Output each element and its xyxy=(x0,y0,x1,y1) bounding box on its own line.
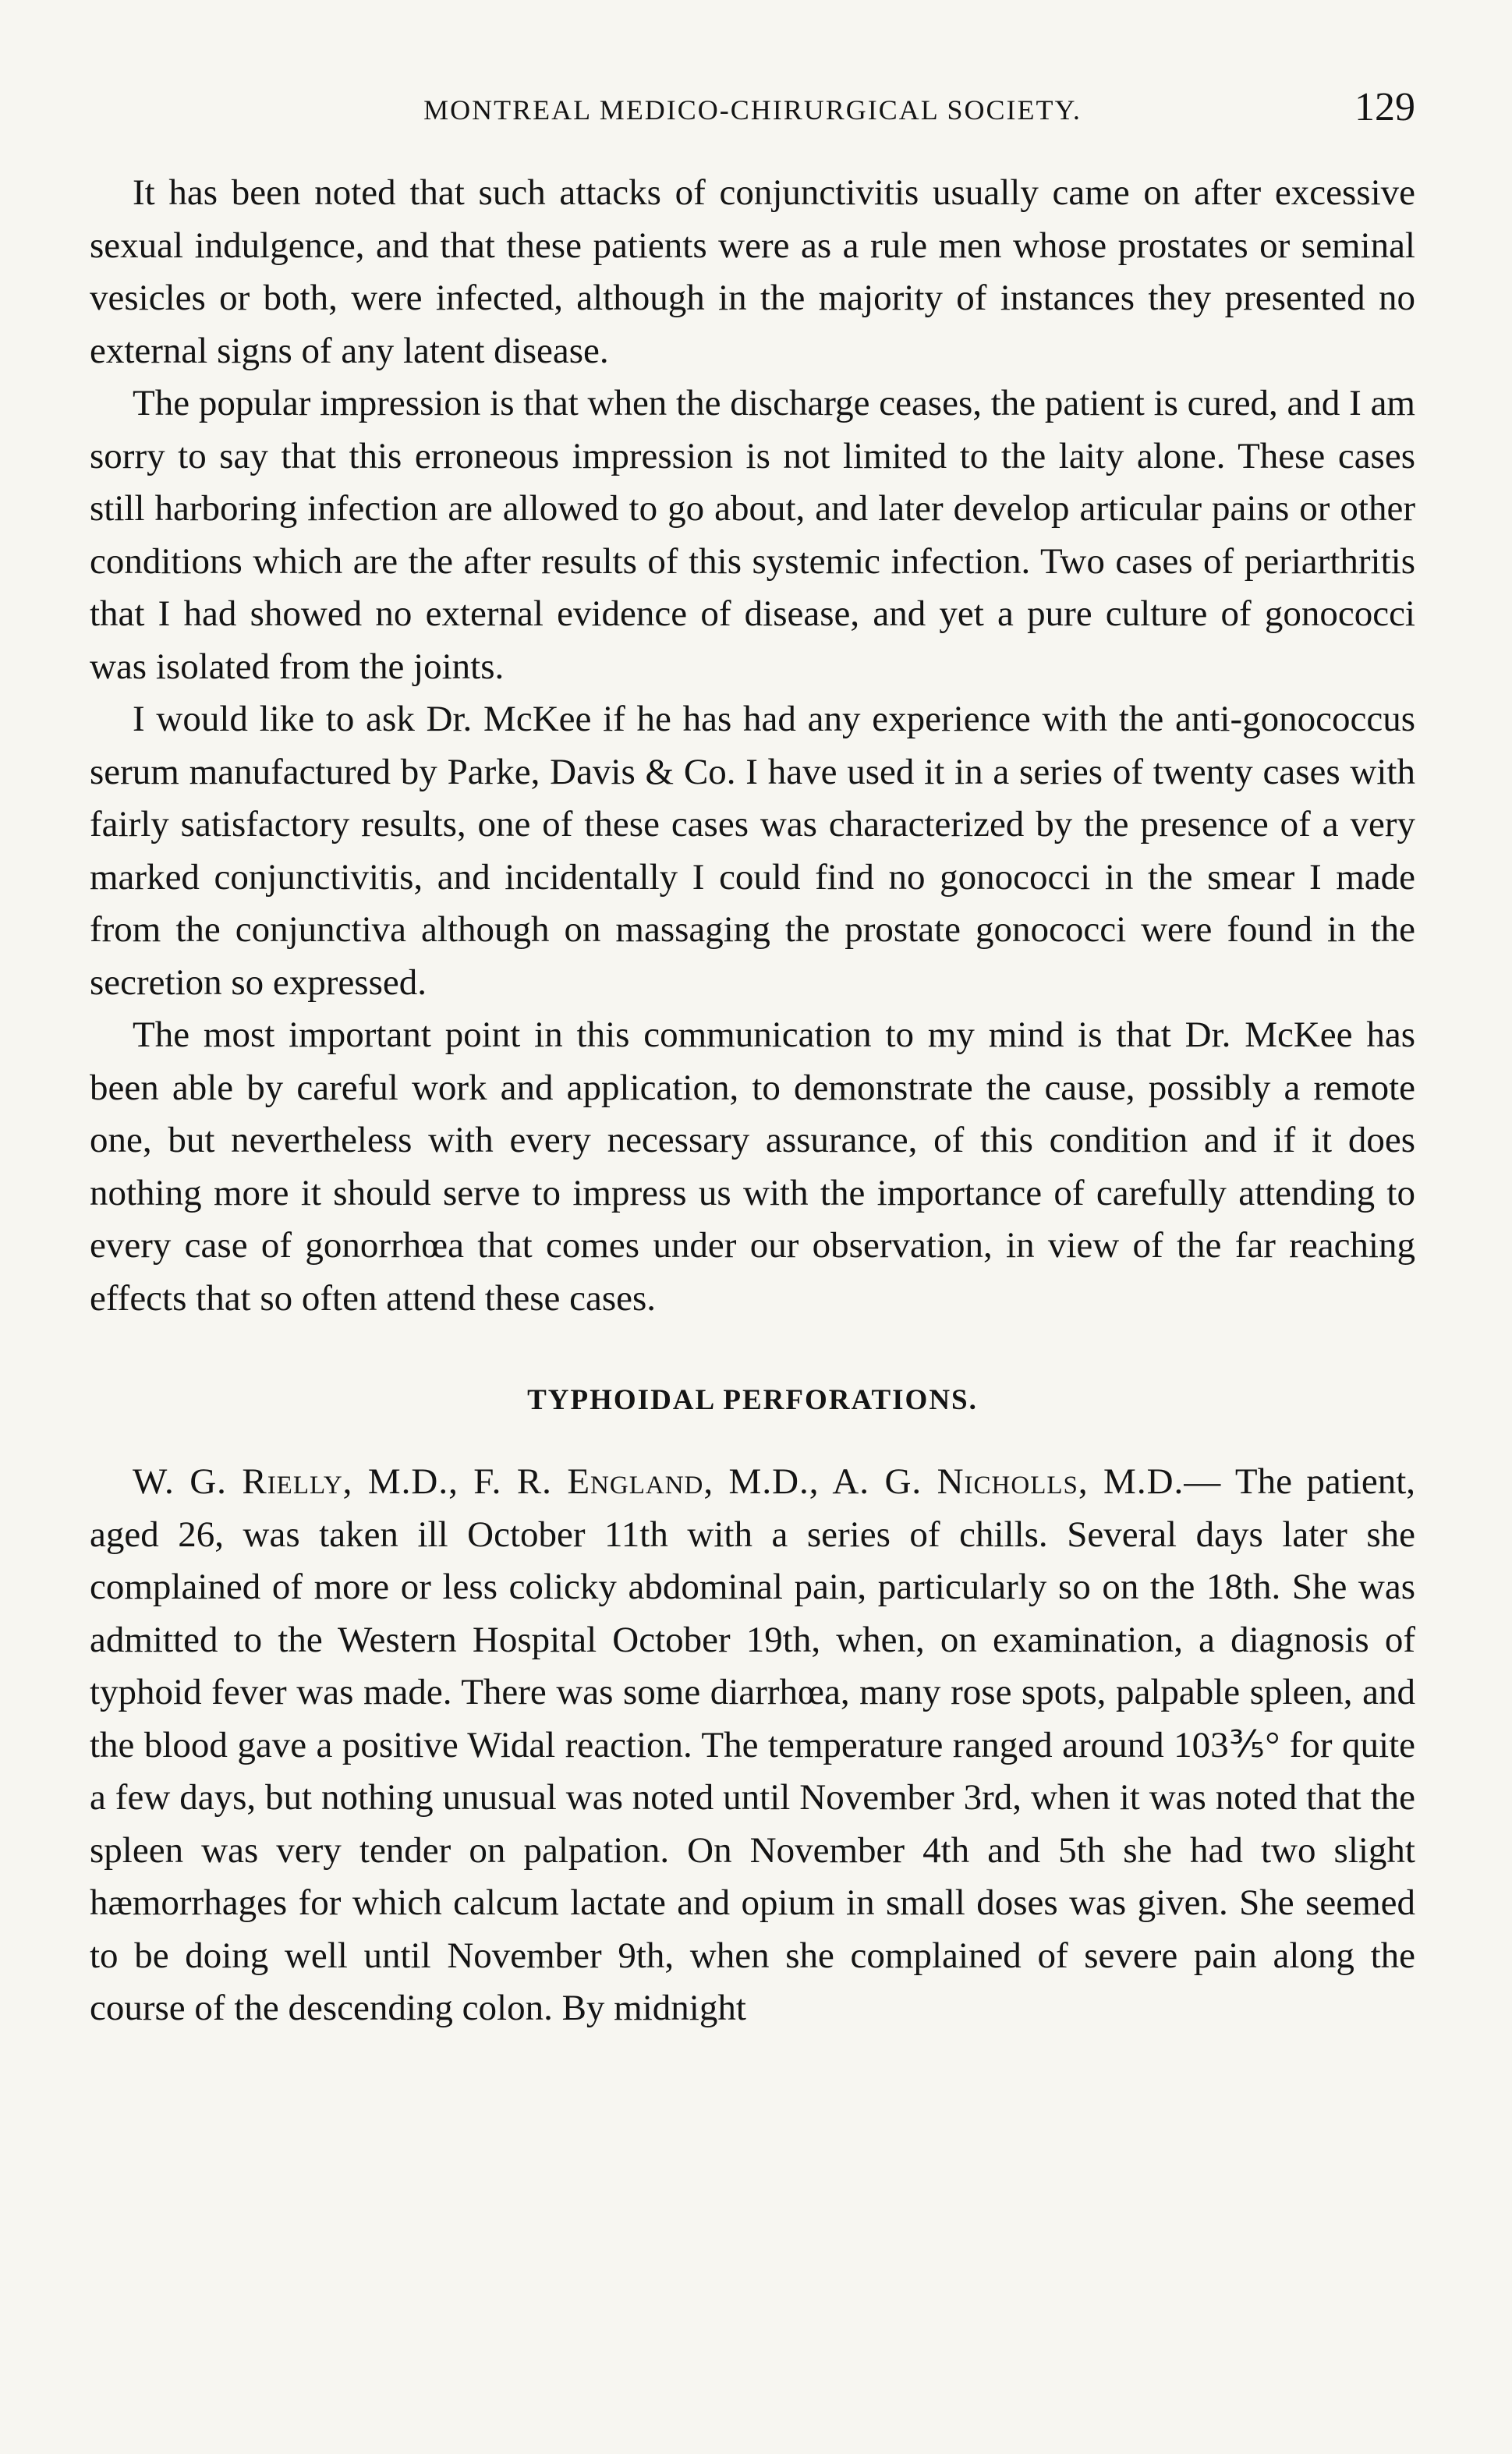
document-page xyxy=(90,75,1415,2035)
running-head xyxy=(90,75,1415,137)
section-heading: TYPHOIDAL PERFORATIONS. xyxy=(527,1384,978,1416)
running-title: MONTREAL MEDICO-CHIRURGICAL SOCIETY. xyxy=(423,94,1082,126)
case-report-text: The patient, aged 26, was taken ill October 11th with a series of chills. Several days later she complained of more or less colicky abdominal pain, particularly so on the 18th. She was admitted to the Western Hospital October 19th, when, on examination, a diagnosis of typhoid fever was made. There was some diarrhœa, many rose spots, palpable spleen, and the blood gave a positive Widal reaction. The temperature ranged around 103⅗° for quite a few days, but nothing unusual was noted until November 3rd, when it was noted that the spleen was very tender on palpation. On November 4th and 5th she had two slight hæmorrhages for which calcum lactate and opium in small doses was given. She seemed to be doing well until November 9th, when she complained of severe pain along the course of the descending colon. By midnight xyxy=(90,1461,1416,2028)
paragraph-serum-question: I would like to ask Dr. McKee if he has had any experience with the anti-gonococcus serum manufactured by Parke, Davis & Co. I have used it in a series of twenty cases with fairly satisfactory results, one of these cases was characterized by the presence of a very marked conjunctivitis, and incidentally I could find no gonococci in the smear I made from the conjunctiva although on massaging the prostate gonococci were found in the secretion so expressed. xyxy=(90,699,1415,1003)
section-authors: W. G. Rielly, M.D., F. R. England, M.D., A. G. Nicholls, M.D.— xyxy=(133,1461,1222,1502)
paragraph-conjunctivitis: It has been noted that such attacks of conjunctivitis usually came on after excessive sexual indulgence, and that these patients were as a rule men whose prostates or seminal vesicles or both, were infected, although in the majority of instances they presented no external signs of any latent disease. xyxy=(90,172,1415,371)
paragraph-case-report xyxy=(90,1456,1415,2035)
paragraph-important-point: The most important point in this communication to my mind is that Dr. McKee has been able by careful work and application, to demonstrate the cause, possibly a remote one, but nevertheless with every necessary assurance, of this condition and if it does nothing more it should serve to impress us with the importance of carefully attending to every case of gonorrhœa that comes under our observation, in view of the far reaching effects that so often attend these cases. xyxy=(90,1015,1415,1319)
page-number: 129 xyxy=(1354,85,1415,129)
paragraph-popular-impression: The popular impression is that when the discharge ceases, the patient is cured, and I am sorry to say that this erroneous impression is not limited to the laity alone. These cases still harboring infection are allowed to go about, and later develop articular pains or other conditions which are the after results of this systemic infection. Two cases of periarthritis that I had showed no external evidence of disease, and yet a pure culture of gonococci was isolated from the joints. xyxy=(90,383,1415,687)
